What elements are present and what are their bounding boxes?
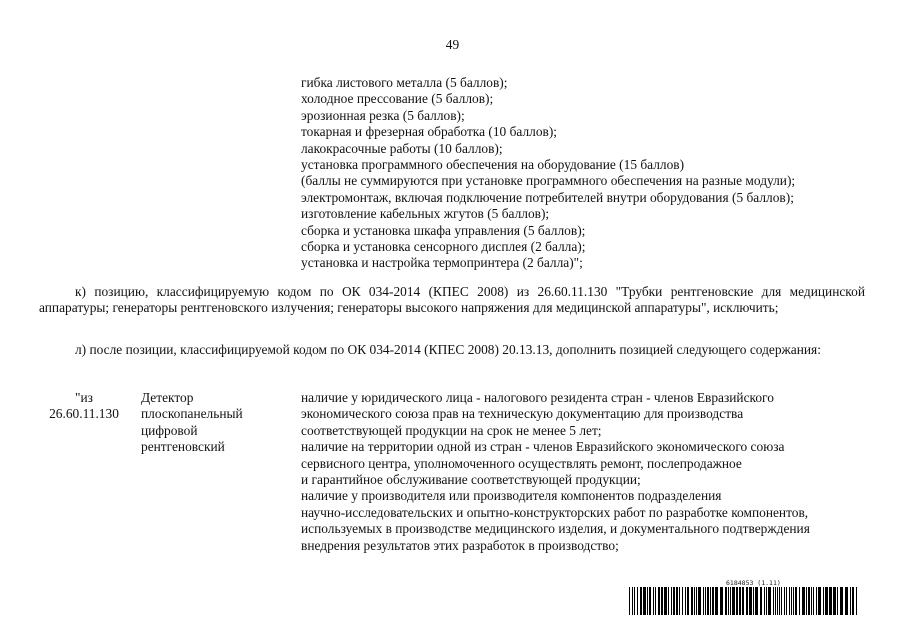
requirement-line: наличие у производителя или производителя компонентов подразделения: [301, 488, 722, 504]
list-item: сборка и установка шкафа управления (5 баллов);: [301, 222, 586, 238]
table-name-cell: [141, 390, 291, 456]
paragraph-k: [39, 284, 865, 317]
requirement-line: экономического союза прав на техническую документацию для производства: [301, 406, 744, 422]
list-item: токарная и фрезерная обработка (10 баллов);: [301, 124, 558, 140]
requirement-line: научно-исследовательских и опытно-конструкторских работ по разработке компонентов,: [301, 504, 809, 520]
requirement-line: наличие у юридического лица - налогового резидента стран - членов Евразийского: [301, 390, 774, 405]
paragraph-l-text: л) после позиции, классифицируемой кодом по ОК 034-2014 (КПЕС 2008) 20.13.13, дополнить позицией следующего содержания:: [75, 342, 821, 357]
requirement-line: и гарантийное обслуживание соответствующей продукции;: [301, 472, 641, 488]
list-item: холодное прессование (5 баллов);: [301, 91, 494, 107]
table-requirements-cell: [301, 390, 866, 554]
barcode-label: 6184853 (1.11): [726, 579, 781, 587]
name-line: плоскопанельный: [141, 406, 243, 422]
name-line: цифровой: [141, 422, 198, 438]
list-item: установка программного обеспечения на оборудование (15 баллов): [301, 157, 685, 173]
list-item: гибка листового металла (5 баллов);: [301, 75, 508, 90]
list-item: установка и настройка термопринтера (2 балла)";: [301, 255, 583, 271]
paragraph-l: [39, 342, 865, 358]
list-item: лакокрасочные работы (10 баллов);: [301, 140, 503, 156]
requirement-line: соответствующей продукции на срок не менее 5 лет;: [301, 422, 602, 438]
requirement-line: внедрения результатов этих разработок в производство;: [301, 537, 619, 553]
table-code-cell: [46, 390, 122, 423]
requirement-line: используемых в производстве медицинского изделия, и документального подтверждения: [301, 521, 810, 537]
requirement-line: сервисного центра, уполномоченного осуществлять ремонт, послепродажное: [301, 455, 742, 471]
list-item: изготовление кабельных жгутов (5 баллов);: [301, 206, 550, 222]
barcode-image: [629, 587, 859, 615]
paragraph-k-text: к) позицию, классифицируемую кодом по ОК 034-2014 (КПЕС 2008) из 26.60.11.130 "Трубки рентгеновские для медицинской аппаратуры; генераторы рентгеновского излучения; генераторы высокого напряжения для медицинской аппаратуры", исключить;: [39, 284, 865, 316]
code-line: 26.60.11.130: [49, 406, 119, 422]
list-item: сборка и установка сенсорного дисплея (2 балла);: [301, 239, 586, 255]
page-number: 49: [445, 37, 460, 52]
code-line: "из: [75, 390, 93, 405]
criteria-list: [301, 75, 861, 272]
name-line: Детектор: [141, 390, 194, 405]
list-item: электромонтаж, включая подключение потребителей внутри оборудования (5 баллов);: [301, 189, 794, 205]
list-item: (баллы не суммируются при установке программного обеспечения на разные модули);: [301, 173, 796, 189]
list-item: эрозионная резка (5 баллов);: [301, 107, 465, 123]
requirement-line: наличие на территории одной из стран - членов Евразийского экономического союза: [301, 439, 785, 455]
name-line: рентгеновский: [141, 439, 225, 455]
